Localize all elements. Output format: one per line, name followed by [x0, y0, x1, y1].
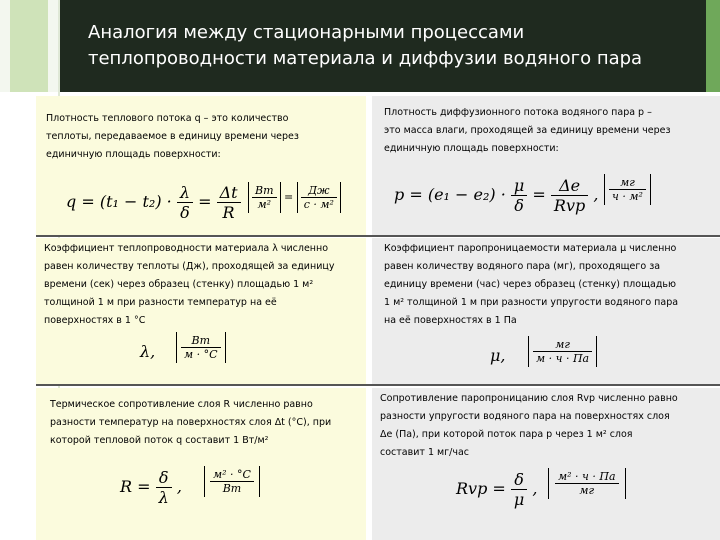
numerator: δ	[514, 470, 524, 489]
denominator: с · м²	[303, 198, 334, 211]
text-line: Сопротивление паропроницанию слоя Rvp численно равно	[380, 393, 678, 404]
title-line-1: Аналогия между стационарными процессами	[88, 22, 525, 43]
denominator: R	[222, 203, 235, 222]
vapor-flux-definition	[384, 104, 718, 158]
denominator: ч · м²	[612, 190, 643, 203]
formula-lhs: p = (e₁ − e₂) ·	[394, 185, 506, 204]
text-line: времени (сек) через образец (стенку) площадью 1 м²	[44, 279, 314, 290]
text-line: Термическое сопротивление слоя R численно равно	[50, 399, 313, 410]
conductivity-definition	[44, 240, 366, 330]
comma: ,	[176, 477, 182, 496]
unit-fraction	[604, 174, 651, 205]
title-accent	[706, 0, 720, 92]
fraction	[511, 470, 527, 509]
text-line: толщиной 1 м при разности температур на её	[44, 297, 277, 308]
fraction	[217, 183, 241, 222]
slide-title	[88, 20, 688, 72]
unit-fraction	[204, 466, 260, 497]
denominator: λ	[158, 488, 169, 507]
equals: =	[532, 185, 546, 204]
unit-fraction	[548, 468, 626, 499]
numerator: мг	[555, 338, 570, 351]
text-line: единичную площадь поверхности:	[384, 143, 559, 154]
text-line: единичную площадь поверхности:	[46, 149, 221, 160]
vapor-resistance-units	[548, 468, 626, 499]
text-line: Δe (Па), при которой поток пара p через 1 м² слоя	[380, 429, 633, 440]
denominator: м · °С	[184, 348, 218, 361]
vapor-flux-formula	[394, 176, 598, 215]
equals: =	[284, 190, 294, 204]
divider-2	[36, 384, 720, 386]
text-line: равен количеству теплоты (Дж), проходящей за единицу	[44, 261, 335, 272]
denominator: м²	[257, 198, 272, 211]
denominator: δ	[514, 196, 524, 215]
heat-flux-units	[248, 182, 341, 213]
denominator: Rvp	[553, 196, 586, 215]
heat-flux-formula	[66, 183, 241, 222]
fraction	[511, 176, 527, 215]
text-line: разности упругости водяного пара на поверхностях слоя	[380, 411, 670, 422]
formula-lhs: q = (t₁ − t₂) ·	[66, 192, 172, 211]
text-line: теплоты, передаваемое в единицу времени через	[46, 131, 299, 142]
conductivity-symbol: λ,	[140, 342, 156, 361]
fraction	[156, 468, 172, 507]
permeability-definition	[384, 240, 718, 330]
numerator: μ	[513, 176, 525, 195]
numerator: м² · ч · Па	[558, 470, 616, 483]
comma: ,	[532, 479, 538, 498]
text-line: Плотность теплового потока q – это количество	[46, 113, 289, 124]
fraction	[177, 183, 193, 222]
text-line: равен количеству водяного пара (мг), проходящего за	[384, 261, 661, 272]
numerator: Вт	[255, 184, 274, 197]
numerator: Вт	[191, 334, 211, 347]
equals: =	[198, 192, 212, 211]
title-line-2: теплопроводности материала и диффузии водяного пара	[88, 48, 643, 69]
thermal-resistance-formula	[120, 468, 182, 507]
text-line: это масса влаги, проходящей за единицу времени через	[384, 125, 671, 136]
denominator: мг	[579, 484, 595, 497]
numerator: Δt	[219, 183, 238, 202]
text-line: Коэффициент паропроницаемости материала μ численно	[384, 243, 677, 254]
numerator: мг	[620, 176, 635, 189]
text-line: составит 1 мг/час	[380, 447, 470, 458]
text-line: поверхностях в 1 °С	[44, 315, 146, 326]
denominator: м · ч · Па	[536, 352, 590, 365]
left-decor-green	[10, 0, 48, 92]
heat-flux-definition	[46, 110, 366, 164]
unit-fraction	[528, 336, 597, 367]
text-line: разности температур на поверхностях слоя Δt (°С), при	[50, 417, 332, 428]
conductivity-units	[176, 332, 226, 363]
formula-lhs: R =	[120, 477, 151, 496]
permeability-units	[528, 336, 597, 367]
denominator: δ	[180, 203, 190, 222]
thermal-resistance-definition	[50, 396, 366, 450]
unit-fraction	[176, 332, 226, 363]
numerator: м² · °С	[213, 468, 251, 481]
text-line: которой тепловой поток q составит 1 Вт/м²	[50, 435, 269, 446]
vapor-flux-units	[604, 174, 651, 205]
fraction	[551, 176, 588, 215]
denominator: Вт	[222, 482, 242, 495]
vapor-resistance-definition	[380, 390, 718, 462]
text-line: Плотность диффузионного потока водяного пара p –	[384, 107, 652, 118]
denominator: μ	[513, 490, 525, 509]
numerator: δ	[158, 468, 169, 487]
thermal-resistance-units	[204, 466, 260, 497]
text-line: на её поверхностях в 1 Па	[384, 315, 517, 326]
vapor-resistance-formula	[456, 470, 538, 509]
unit-fraction	[248, 182, 281, 213]
text-line: единицу времени (час) через образец (стенку) площадью	[384, 279, 677, 290]
numerator: Дж	[308, 184, 330, 197]
divider-1	[36, 235, 720, 237]
numerator: Δe	[559, 176, 581, 195]
permeability-symbol: μ,	[490, 346, 506, 365]
formula-lhs: Rvp =	[456, 479, 506, 498]
unit-fraction	[297, 182, 341, 213]
text-line: 1 м² толщиной 1 м при разности упругости водяного пара	[384, 297, 679, 308]
comma: ,	[593, 185, 599, 204]
text-line: Коэффициент теплопроводности материала λ численно	[44, 243, 329, 254]
numerator: λ	[179, 183, 190, 202]
